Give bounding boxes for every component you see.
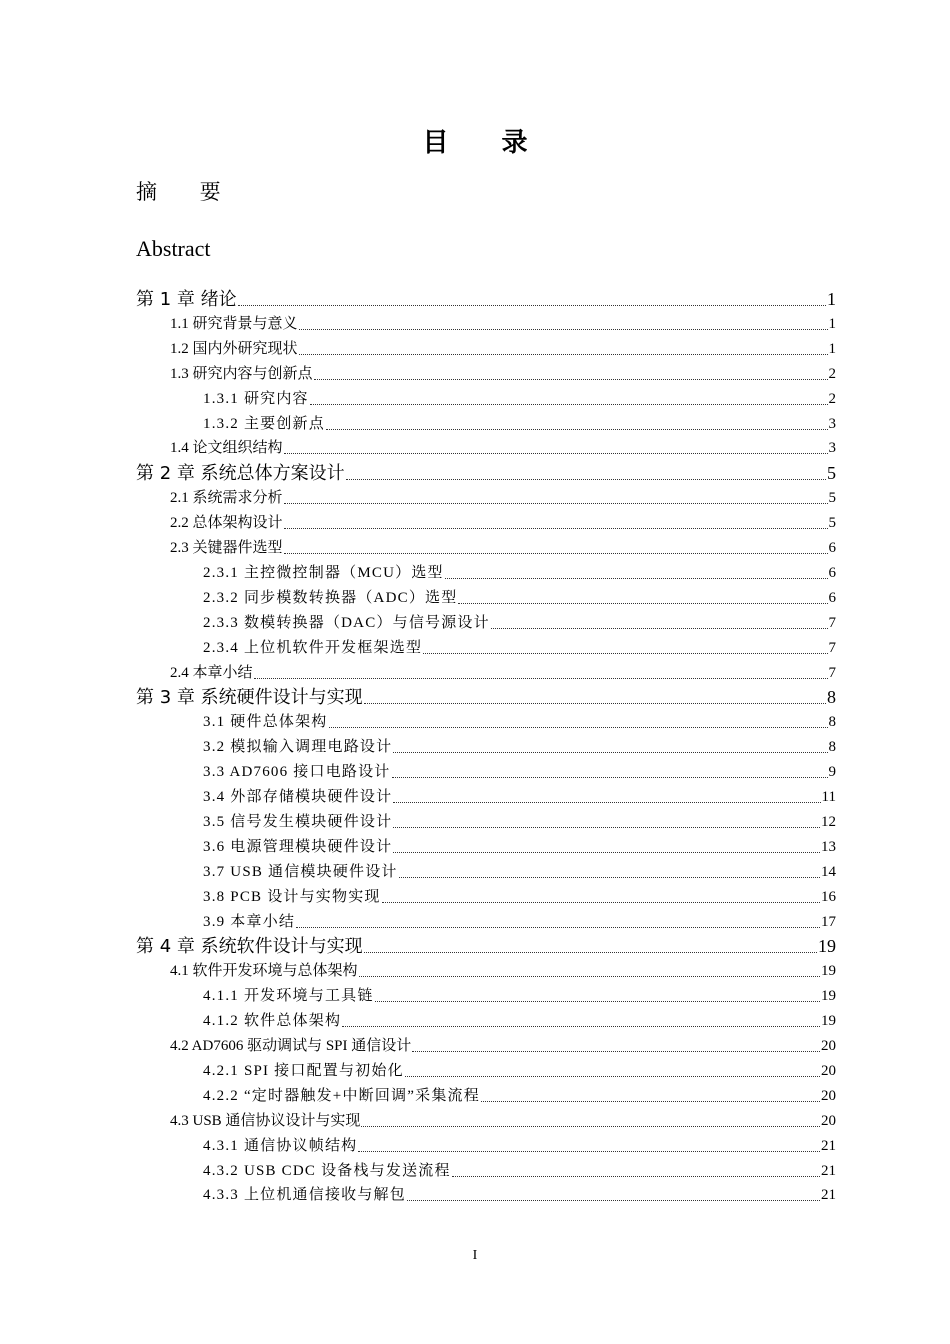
- toc-dot-leader: [342, 1025, 820, 1027]
- toc-entry-page: 20: [821, 1087, 836, 1104]
- toc-entry-label: 3.8 PCB 设计与实物实现: [203, 888, 381, 905]
- toc-entry-page: 11: [821, 789, 836, 805]
- toc-dot-leader: [310, 403, 828, 405]
- toc-dot-leader: [284, 452, 828, 454]
- toc-entry-label: 4.2.2 “定时器触发+中断回调”采集流程: [203, 1087, 480, 1104]
- toc-entry[interactable]: [203, 1160, 836, 1182]
- toc-entry-label: 2.4 本章小结: [170, 664, 253, 681]
- toc-entry-label: 4.3.3 上位机通信接收与解包: [203, 1187, 406, 1204]
- toc-entry[interactable]: [203, 388, 836, 410]
- toc-entry-page: 20: [821, 1038, 836, 1054]
- toc-entry[interactable]: [203, 886, 836, 908]
- toc-entry[interactable]: [203, 761, 836, 783]
- toc-entry-label: 1.3.2 主要创新点: [203, 415, 325, 432]
- toc-dot-leader: [393, 851, 820, 853]
- toc-entry-label: 2.3.4 上位机软件开发框架选型: [203, 639, 423, 656]
- toc-entry-label: 4.1.2 软件总体架构: [203, 1013, 342, 1030]
- toc-dot-leader: [364, 951, 817, 953]
- toc-entry[interactable]: [203, 637, 836, 659]
- toc-entry-page: 5: [827, 463, 836, 484]
- toc-dot-leader: [284, 502, 828, 504]
- toc-entry[interactable]: [136, 462, 836, 485]
- toc-entry[interactable]: [203, 413, 836, 435]
- toc-dot-leader: [299, 328, 828, 330]
- toc-entry-page: 3: [828, 415, 836, 432]
- toc-entry-page: 14: [821, 863, 836, 880]
- toc-entry-label: 4.2 AD7606 驱动调试与 SPI 通信设计: [170, 1038, 412, 1054]
- toc-entry[interactable]: [170, 313, 836, 335]
- toc-entry-label: 1.3 研究内容与创新点: [170, 365, 313, 382]
- toc-entry[interactable]: [203, 736, 836, 758]
- toc-entry-label: 3.5 信号发生模块硬件设计: [203, 813, 393, 830]
- toc-entry-label: 3.1 硬件总体架构: [203, 714, 328, 731]
- toc-entry-label: 1.3.1 研究内容: [203, 390, 309, 407]
- toc-dot-leader: [296, 926, 820, 928]
- toc-entry[interactable]: [170, 1110, 836, 1132]
- toc-entry-label: 4.3.2 USB CDC 设备栈与发送流程: [203, 1162, 451, 1179]
- toc-dot-leader: [458, 602, 827, 604]
- toc-entry[interactable]: [136, 686, 836, 709]
- toc-entry-page: 13: [821, 838, 836, 855]
- toc-dot-leader: [375, 1000, 820, 1002]
- toc-entry-page: 1: [828, 315, 836, 332]
- toc-entry[interactable]: [203, 911, 836, 933]
- toc-entry[interactable]: [203, 786, 836, 808]
- toc-entry[interactable]: [203, 612, 836, 634]
- toc-entry-label: 4.2.1 SPI 接口配置与初始化: [203, 1062, 404, 1079]
- toc-dot-leader: [238, 304, 826, 306]
- toc-entry-label: 4.1.1 开发环境与工具链: [203, 988, 374, 1005]
- toc-entry-page: 7: [828, 639, 836, 656]
- toc-entry-label: 1.1 研究背景与意义: [170, 315, 298, 332]
- toc-entry[interactable]: [170, 1035, 836, 1057]
- toc-entry-page: 5: [828, 515, 836, 532]
- toc-entry-page: 21: [821, 1187, 836, 1204]
- toc-entry-label: 2.3.2 同步模数转换器（ADC）选型: [203, 589, 458, 606]
- toc-dot-leader: [359, 975, 820, 977]
- toc-entry-page: 8: [827, 687, 836, 708]
- toc-dot-leader: [423, 652, 827, 654]
- toc-dot-leader: [299, 353, 828, 355]
- toc-entry-label: 3.9 本章小结: [203, 913, 296, 930]
- toc-entry[interactable]: [136, 935, 836, 958]
- abstract-en-heading: Abstract: [136, 236, 211, 261]
- toc-dot-leader: [393, 826, 820, 828]
- toc-entry-page: 19: [821, 963, 836, 980]
- toc-dot-leader: [405, 1075, 820, 1077]
- toc-entry-label: 2.1 系统需求分析: [170, 490, 283, 507]
- toc-entry-label: 3.4 外部存储模块硬件设计: [203, 789, 393, 805]
- toc-dot-leader: [393, 751, 827, 753]
- toc-dot-leader: [358, 1150, 820, 1152]
- toc-entry[interactable]: [203, 1184, 836, 1206]
- toc-entry[interactable]: [203, 861, 836, 883]
- toc-entry-page: 1: [828, 340, 836, 357]
- toc-entry-page: 6: [828, 589, 836, 606]
- toc-entry-page: 17: [821, 913, 836, 930]
- toc-dot-leader: [382, 901, 820, 903]
- toc-entry-label: 4.3.1 通信协议帧结构: [203, 1137, 358, 1154]
- toc-dot-leader: [445, 577, 828, 579]
- toc-entry-page: 21: [821, 1137, 836, 1154]
- toc-entry-page: 20: [821, 1062, 836, 1079]
- toc-entry-page: 6: [828, 540, 836, 556]
- toc-dot-leader: [346, 478, 826, 480]
- toc-entry[interactable]: [170, 437, 836, 459]
- toc-entry-label: 2.3 关键器件选型: [170, 540, 283, 556]
- toc-entry-page: 16: [821, 888, 836, 905]
- toc-dot-leader: [254, 677, 828, 679]
- toc-dot-leader: [392, 776, 828, 778]
- toc-entry-page: 1: [827, 289, 836, 309]
- toc-entry[interactable]: [203, 1060, 836, 1082]
- toc-entry[interactable]: [170, 960, 836, 982]
- toc-entry-label: 1.2 国内外研究现状: [170, 340, 298, 357]
- toc-entry-label: 1.4 论文组织结构: [170, 440, 283, 457]
- toc-entry-page: 8: [828, 739, 836, 756]
- toc-entry[interactable]: [203, 587, 836, 609]
- toc-entry-page: 8: [828, 714, 836, 731]
- toc-entry-page: 20: [821, 1112, 836, 1129]
- toc-dot-leader: [364, 702, 826, 704]
- toc-entry-page: 19: [821, 1013, 836, 1030]
- toc-entry-label: 3.2 模拟输入调理电路设计: [203, 739, 393, 756]
- toc-dot-leader: [361, 1125, 820, 1127]
- toc-entry-label: 第 1 章 绪论: [136, 289, 237, 310]
- toc-entry[interactable]: [203, 562, 836, 584]
- toc-entry-page: 2: [828, 390, 836, 407]
- toc-dot-leader: [452, 1175, 820, 1177]
- toc-entry[interactable]: [170, 363, 836, 385]
- toc-dot-leader: [491, 627, 828, 629]
- toc-entry-page: 7: [828, 664, 836, 681]
- toc-dot-leader: [284, 527, 828, 529]
- abstract-cn-heading: 摘 要: [136, 180, 239, 204]
- toc-entry[interactable]: [170, 338, 836, 360]
- toc-entry-label: 3.7 USB 通信模块硬件设计: [203, 863, 398, 880]
- toc-entry-label: 2.3.3 数模转换器（DAC）与信号源设计: [203, 614, 490, 631]
- toc-dot-leader: [393, 801, 820, 803]
- toc-entry[interactable]: [203, 1010, 836, 1032]
- toc-entry-page: 12: [821, 813, 836, 830]
- toc-entry-label: 3.6 电源管理模块硬件设计: [203, 838, 393, 855]
- toc-dot-leader: [412, 1050, 820, 1052]
- toc-dot-leader: [284, 552, 828, 554]
- toc-entry[interactable]: [170, 662, 836, 684]
- page-number-footer: I: [472, 1248, 478, 1263]
- toc-entry-page: 7: [828, 614, 836, 631]
- toc-entry[interactable]: [203, 836, 836, 858]
- toc-entry-label: 4.3 USB 通信协议设计与实现: [170, 1112, 361, 1129]
- toc-entry-label: 第 4 章 系统软件设计与实现: [136, 936, 363, 958]
- toc-entry[interactable]: [203, 1135, 836, 1157]
- toc-dot-leader: [407, 1199, 820, 1201]
- toc-entry-page: 2: [828, 365, 836, 382]
- toc-entry-page: 5: [828, 490, 836, 507]
- toc-entry-label: 2.2 总体架构设计: [170, 515, 283, 532]
- toc-entry[interactable]: [170, 537, 836, 559]
- toc-entry[interactable]: [203, 711, 836, 733]
- toc-dot-leader: [329, 726, 828, 728]
- toc-dot-leader: [314, 378, 828, 380]
- toc-entry[interactable]: [203, 811, 836, 833]
- toc-entry-page: 19: [821, 988, 836, 1005]
- toc-entry-page: 19: [818, 936, 836, 957]
- toc-entry[interactable]: [170, 487, 836, 509]
- toc-entry-page: 6: [828, 564, 836, 581]
- toc-entry-label: 第 2 章 系统总体方案设计: [136, 463, 345, 485]
- toc-dot-leader: [399, 876, 820, 878]
- toc-entry[interactable]: [203, 985, 836, 1007]
- toc-entry-label: 第 3 章 系统硬件设计与实现: [136, 687, 363, 709]
- page-title: 目 录: [422, 128, 550, 158]
- toc-entry-page: 3: [828, 440, 836, 457]
- toc-entry[interactable]: [170, 512, 836, 534]
- toc-entry-label: 2.3.1 主控微控制器（MCU）选型: [203, 564, 444, 581]
- toc-entry[interactable]: [136, 288, 836, 311]
- toc-entry-page: 21: [821, 1162, 836, 1179]
- toc-dot-leader: [481, 1100, 820, 1102]
- toc-entry-label: 3.3 AD7606 接口电路设计: [203, 764, 391, 781]
- toc-dot-leader: [326, 428, 828, 430]
- toc-entry-label: 4.1 软件开发环境与总体架构: [170, 963, 358, 980]
- toc-entry[interactable]: [203, 1085, 836, 1107]
- toc-entry-page: 9: [828, 764, 836, 781]
